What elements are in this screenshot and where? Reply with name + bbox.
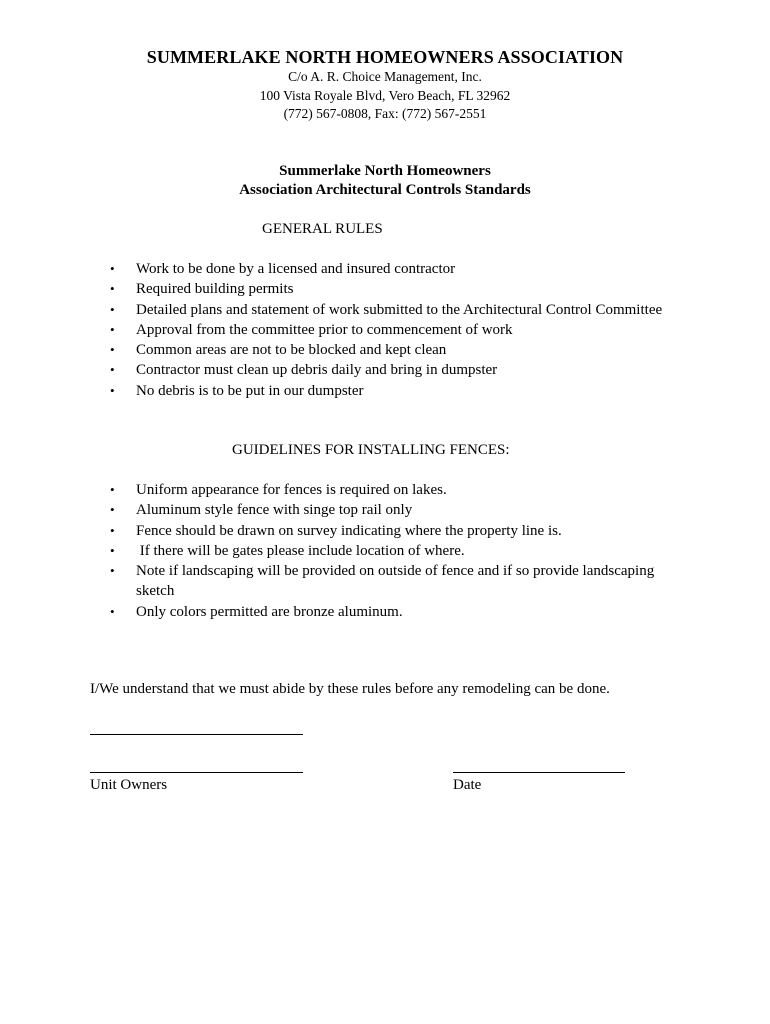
general-rules-heading: GENERAL RULES: [262, 221, 383, 237]
list-item: [108, 602, 688, 622]
signature-line-owner-1[interactable]: [90, 734, 303, 735]
guideline-text: Only colors permitted are bronze aluminum.: [136, 603, 403, 620]
list-item: [108, 259, 688, 279]
list-item: [108, 320, 688, 340]
rule-text: Required building permits: [136, 281, 294, 298]
acknowledgement-statement: I/We understand that we must abide by these rules before any remodeling can be done.: [90, 681, 610, 697]
guideline-text: Uniform appearance for fences is required on lakes.: [136, 482, 447, 498]
document-title-line-2: Association Architectural Controls Standards: [239, 182, 531, 198]
rule-text: Contractor must clean up debris daily and bring in dumpster: [136, 362, 498, 379]
unit-owners-label: Unit Owners: [90, 777, 168, 793]
guideline-text: Aluminum style fence with singe top rail only: [136, 502, 413, 519]
list-item: [108, 360, 688, 380]
guideline-text: If there will be gates please include location of where.: [136, 542, 465, 559]
signature-line-owner-2[interactable]: [90, 772, 303, 773]
bullet-icon: •: [110, 502, 115, 518]
bullet-icon: •: [110, 362, 115, 378]
bullet-icon: •: [110, 382, 115, 398]
bullet-icon: •: [110, 542, 115, 558]
bullet-icon: •: [110, 563, 115, 579]
bullet-icon: •: [110, 522, 115, 538]
list-item: [108, 500, 688, 520]
guideline-text: Fence should be drawn on survey indicating where the property line is.: [136, 522, 562, 539]
list-item: [108, 541, 688, 561]
list-item: [108, 561, 688, 602]
fence-guidelines-list: [108, 480, 688, 622]
list-item: [108, 300, 688, 320]
list-item: [108, 279, 688, 299]
bullet-icon: •: [110, 321, 115, 337]
rule-text: No debris is to be put in our dumpster: [136, 382, 364, 399]
guideline-text: Note if landscaping will be provided on outside of fence and if so provide landscaping sketch: [136, 563, 655, 600]
bullet-icon: •: [110, 281, 115, 297]
signature-line-date[interactable]: [453, 772, 625, 773]
bullet-icon: •: [110, 603, 115, 619]
bullet-icon: •: [110, 261, 115, 276]
list-item: [108, 521, 688, 541]
document-title-line-1: Summerlake North Homeowners: [279, 163, 491, 179]
bullet-icon: •: [110, 342, 115, 358]
list-item: [108, 381, 688, 401]
date-label: Date: [453, 777, 482, 793]
general-rules-list: [108, 259, 688, 401]
rule-text: Work to be done by a licensed and insured contractor: [136, 261, 456, 277]
rule-text: Approval from the committee prior to commencement of work: [136, 321, 513, 338]
bullet-icon: •: [110, 301, 115, 317]
rule-text: Common areas are not to be blocked and kept clean: [136, 342, 447, 359]
list-item: [108, 480, 688, 500]
care-of-line: C/o A. R. Choice Management, Inc.: [288, 69, 482, 84]
rule-text: Detailed plans and statement of work submitted to the Architectural Control Committee: [136, 301, 663, 318]
phone-fax-line: (772) 567-0808, Fax: (772) 567-2551: [283, 106, 487, 121]
bullet-icon: •: [110, 482, 115, 497]
fence-guidelines-heading: GUIDELINES FOR INSTALLING FENCES:: [232, 442, 510, 458]
association-title: SUMMERLAKE NORTH HOMEOWNERS ASSOCIATION: [146, 47, 624, 67]
list-item: [108, 340, 688, 360]
address-line: 100 Vista Royale Blvd, Vero Beach, FL 32962: [259, 88, 511, 103]
